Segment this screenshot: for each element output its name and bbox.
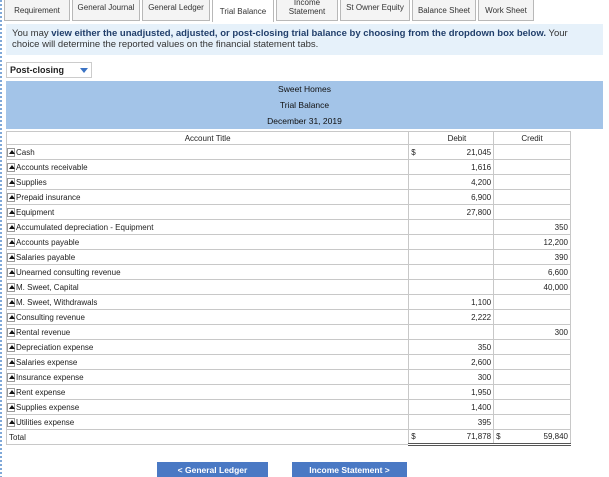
debit-header: Debit — [421, 132, 494, 145]
tab-income-statement[interactable] — [276, 0, 338, 21]
debit-cell[interactable]: 2,600 — [421, 355, 494, 370]
tab-label: Work Sheet — [485, 5, 527, 15]
table-row — [7, 145, 571, 160]
total-credit — [494, 430, 571, 445]
account-title-header: Account Title — [7, 132, 409, 145]
tab-general-journal[interactable] — [72, 0, 140, 21]
account-selector-icon[interactable] — [7, 283, 15, 292]
credit-cell[interactable] — [494, 310, 571, 325]
account-cell[interactable] — [7, 280, 409, 295]
account-name: Prepaid insurance — [16, 192, 81, 202]
debit-symbol-cell — [409, 280, 421, 295]
left-edge-border — [0, 0, 2, 477]
account-selector-icon[interactable] — [7, 388, 15, 397]
account-name: Depreciation expense — [16, 342, 94, 352]
credit-cell[interactable] — [494, 355, 571, 370]
tab-label: Trial Balance — [219, 6, 267, 16]
table-row — [7, 370, 571, 385]
credit-cell[interactable] — [494, 415, 571, 430]
account-selector-icon[interactable] — [7, 253, 15, 262]
instructions-highlight: view either the unadjusted, adjusted, or post-closing trial balance by choosing from the dropdown box below. — [51, 28, 547, 39]
credit-header: Credit — [494, 132, 571, 145]
account-cell[interactable] — [7, 310, 409, 325]
credit-cell[interactable] — [494, 175, 571, 190]
account-cell[interactable] — [7, 355, 409, 370]
debit-symbol-cell — [409, 400, 421, 415]
debit-symbol-cell — [409, 385, 421, 400]
table-row — [7, 310, 571, 325]
account-name: Accounts receivable — [16, 162, 88, 172]
next-income-statement-button[interactable]: Income Statement > — [292, 462, 407, 477]
debit-cell[interactable] — [421, 220, 494, 235]
debit-cell[interactable] — [421, 325, 494, 340]
account-cell[interactable] — [7, 235, 409, 250]
account-name: Supplies expense — [16, 402, 80, 412]
credit-cell[interactable] — [494, 400, 571, 415]
account-selector-icon[interactable] — [7, 193, 15, 202]
table-row — [7, 190, 571, 205]
debit-cell[interactable] — [421, 250, 494, 265]
table-row — [7, 385, 571, 400]
credit-cell[interactable] — [494, 160, 571, 175]
debit-cell[interactable]: 1,100 — [421, 295, 494, 310]
account-name: Salaries expense — [16, 357, 78, 367]
account-cell[interactable] — [7, 160, 409, 175]
account-cell[interactable] — [7, 370, 409, 385]
statement-heading — [6, 81, 603, 129]
debit-symbol-cell — [409, 235, 421, 250]
credit-cell[interactable] — [494, 340, 571, 355]
account-selector-icon[interactable] — [7, 328, 15, 337]
debit-cell[interactable] — [421, 280, 494, 295]
debit-symbol-cell — [409, 370, 421, 385]
account-name: Salaries payable — [16, 252, 76, 262]
debit-cell[interactable]: 1,616 — [421, 160, 494, 175]
table-row — [7, 220, 571, 235]
company-name: Sweet Homes — [278, 84, 331, 94]
account-cell[interactable] — [7, 265, 409, 280]
debit-symbol-cell — [409, 175, 421, 190]
total-row — [7, 430, 571, 445]
header-spacer — [409, 132, 421, 145]
account-cell[interactable] — [7, 415, 409, 430]
instructions-text-end: Your choice will determine the reported values on the financial statement tabs. — [12, 28, 568, 50]
account-cell[interactable] — [7, 250, 409, 265]
instructions-banner — [6, 24, 603, 55]
account-selector-icon[interactable] — [7, 313, 15, 322]
tab-work-sheet[interactable] — [478, 0, 534, 21]
debit-cell[interactable]: 350 — [421, 340, 494, 355]
debit-cell[interactable] — [421, 235, 494, 250]
chevron-down-icon[interactable] — [80, 68, 88, 73]
account-selector-icon[interactable] — [7, 418, 15, 427]
account-selector-icon[interactable] — [7, 223, 15, 232]
account-selector-icon[interactable] — [7, 298, 15, 307]
debit-symbol-cell — [409, 295, 421, 310]
account-cell[interactable] — [7, 220, 409, 235]
account-name: Accumulated depreciation - Equipment — [16, 222, 154, 232]
credit-cell[interactable]: 390 — [494, 250, 571, 265]
dropdown-selected-value: Post-closing — [10, 65, 65, 75]
credit-cell[interactable]: 300 — [494, 325, 571, 340]
account-selector-icon[interactable] — [7, 178, 15, 187]
account-name: Equipment — [16, 207, 55, 217]
instructions-text: You may — [12, 28, 52, 39]
credit-cell[interactable]: 6,600 — [494, 265, 571, 280]
tab-label: General Journal — [77, 2, 135, 12]
account-selector-icon[interactable] — [7, 148, 15, 157]
table-header-row — [7, 132, 571, 145]
debit-cell[interactable]: 4,200 — [421, 175, 494, 190]
debit-symbol-cell — [409, 190, 421, 205]
account-cell[interactable] — [7, 145, 409, 160]
account-name: Supplies — [16, 177, 47, 187]
tab-label: Income Statement — [288, 0, 326, 16]
credit-cell[interactable] — [494, 295, 571, 310]
account-cell[interactable] — [7, 295, 409, 310]
debit-symbol-cell — [409, 220, 421, 235]
tab-general-ledger[interactable] — [142, 0, 210, 21]
debit-cell[interactable]: 1,950 — [421, 385, 494, 400]
account-selector-icon[interactable] — [7, 373, 15, 382]
tab-label: Balance Sheet — [417, 5, 471, 15]
debit-symbol-cell — [409, 325, 421, 340]
account-name: Unearned consulting revenue — [16, 267, 121, 277]
credit-cell[interactable]: 12,200 — [494, 235, 571, 250]
debit-cell[interactable]: 27,800 — [421, 205, 494, 220]
debit-symbol-cell — [409, 355, 421, 370]
tab-st-owner-equity[interactable] — [340, 0, 410, 21]
credit-cell[interactable] — [494, 145, 571, 160]
debit-cell[interactable]: 1,400 — [421, 400, 494, 415]
table-row — [7, 160, 571, 175]
account-name: Rent expense — [16, 387, 66, 397]
debit-symbol-cell — [409, 205, 421, 220]
table-row — [7, 415, 571, 430]
debit-symbol-cell — [409, 250, 421, 265]
credit-cell[interactable]: 350 — [494, 220, 571, 235]
statement-title: Trial Balance — [279, 100, 330, 110]
account-name: M. Sweet, Capital — [16, 282, 79, 292]
tab-trial-balance[interactable] — [212, 0, 274, 22]
debit-cell[interactable]: 395 — [421, 415, 494, 430]
account-name: Accounts payable — [16, 237, 80, 247]
account-cell[interactable] — [7, 385, 409, 400]
account-cell[interactable] — [7, 400, 409, 415]
statement-date: December 31, 2019 — [267, 116, 342, 126]
account-name: Insurance expense — [16, 372, 84, 382]
tab-label: Requirement — [14, 5, 60, 15]
trial-balance-type-dropdown[interactable] — [6, 62, 92, 78]
debit-cell[interactable]: 300 — [421, 370, 494, 385]
total-label: Total — [7, 430, 409, 445]
total-credit-value: 59,840 — [543, 432, 568, 441]
table-row — [7, 175, 571, 190]
tab-label: General Ledger — [148, 2, 204, 12]
credit-cell[interactable] — [494, 370, 571, 385]
account-cell[interactable] — [7, 205, 409, 220]
account-selector-icon[interactable] — [7, 268, 15, 277]
account-cell[interactable] — [7, 190, 409, 205]
account-name: M. Sweet, Withdrawals — [16, 297, 98, 307]
tab-label: St Owner Equity — [346, 2, 404, 12]
credit-cell[interactable] — [494, 205, 571, 220]
table-row — [7, 205, 571, 220]
account-cell[interactable] — [7, 175, 409, 190]
table-row — [7, 325, 571, 340]
account-name: Rental revenue — [16, 327, 71, 337]
tab-bar — [4, 0, 536, 22]
debit-symbol-cell — [409, 265, 421, 280]
table-row — [7, 235, 571, 250]
table-row — [7, 280, 571, 295]
credit-cell[interactable]: 40,000 — [494, 280, 571, 295]
credit-cell[interactable] — [494, 385, 571, 400]
credit-cell[interactable] — [494, 190, 571, 205]
table-row — [7, 340, 571, 355]
account-selector-icon[interactable] — [7, 343, 15, 352]
debit-cell[interactable]: 2,222 — [421, 310, 494, 325]
account-selector-icon[interactable] — [7, 208, 15, 217]
account-cell[interactable] — [7, 340, 409, 355]
table-row — [7, 355, 571, 370]
debit-cell[interactable]: 6,900 — [421, 190, 494, 205]
account-name: Utilities expense — [16, 417, 75, 427]
total-debit-symbol: $ — [409, 430, 421, 445]
account-name: Cash — [16, 147, 35, 157]
total-credit-symbol: $ — [496, 432, 501, 441]
account-cell[interactable] — [7, 325, 409, 340]
debit-cell[interactable]: 21,045 — [421, 145, 494, 160]
debit-symbol-cell — [409, 340, 421, 355]
total-debit: 71,878 — [421, 430, 494, 445]
tab-balance-sheet[interactable] — [412, 0, 476, 21]
account-selector-icon[interactable] — [7, 163, 15, 172]
prev-general-ledger-button[interactable]: < General Ledger — [157, 462, 268, 477]
account-selector-icon[interactable] — [7, 238, 15, 247]
account-selector-icon[interactable] — [7, 358, 15, 367]
table-row — [7, 250, 571, 265]
table-row — [7, 400, 571, 415]
table-row — [7, 295, 571, 310]
trial-balance-table — [6, 131, 571, 446]
account-name: Consulting revenue — [16, 312, 85, 322]
debit-symbol-cell — [409, 160, 421, 175]
tab-requirement[interactable] — [4, 0, 70, 21]
debit-symbol-cell: $ — [409, 145, 421, 160]
debit-cell[interactable] — [421, 265, 494, 280]
debit-symbol-cell — [409, 310, 421, 325]
debit-symbol-cell — [409, 415, 421, 430]
account-selector-icon[interactable] — [7, 403, 15, 412]
table-row — [7, 265, 571, 280]
